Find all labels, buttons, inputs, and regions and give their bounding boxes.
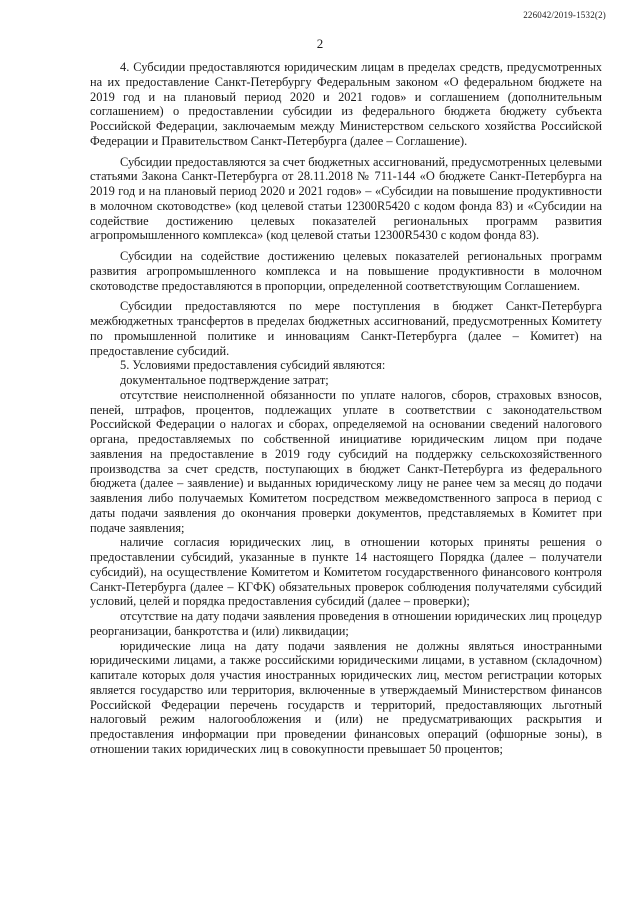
paragraph-item-4: 4. Субсидии предоставляются юридическим лицам в пределах средств, предусмотренных на их предоставление Санкт-Петербургу Федеральным законом «О федеральном бюджете на 2019 год и на плановый период 2020 и 2021 годов» и соглашением (дополнительным соглашением) о предоставлении субсидии из федерального бюджета бюджету субъекта Российской Федерации, заключаемым между Министерством сельского хозяйства Российской Федерации и Правительством Санкт-Петербурга (далее – Соглашение). — [90, 60, 602, 148]
page-number: 2 — [316, 36, 324, 51]
paragraph-condition-not-foreign: юридические лица на дату подачи заявления не должны являться иностранными юридическими лицами, а также российскими юридическими лицами, в уставном (складочном) капитале которых доля участия иностранных юридических лиц, местом регистрации которых является государство или территория, включенные в утверждаемый Министерством финансов Российской Федерации перечень государств и территорий, предоставляющих льготный налоговый режим налогообложения и (или) не предусматривающих раскрытия и предоставления информации при проведении финансовых операций (офшорные зоны), в отношении таких юридических лиц в совокупности превышает 50 процентов; — [90, 638, 602, 756]
paragraph-transfer-receipt: Субсидии предоставляются по мере поступления в бюджет Санкт-Петербурга межбюджетных трансфертов в пределах бюджетных ассигнований, предусмотренных Комитету по промышленной политике и инновациям Санкт-Петербурга (далее – Комитет) на предоставление субсидий. — [90, 299, 602, 358]
paragraph-subsidy-proportion: Субсидии на содействие достижению целевых показателей региональных программ развития агропромышленного комплекса и на повышение продуктивности в молочном скотоводстве предоставляются в пропорции, определенной соответствующим Соглашением. — [90, 249, 602, 293]
paragraph-condition-documents: документальное подтверждение затрат; — [120, 373, 329, 387]
paragraph-budget-allocations: Субсидии предоставляются за счет бюджетных ассигнований, предусмотренных целевыми статьями Закона Санкт-Петербурга от 28.11.2018 № 711-144 «О бюджете Санкт-Петербурга на 2019 год и на плановый период 2020 и 2021 годов» – «Субсидии на повышение продуктивности в молочном скотоводстве» (код целевой статьи 12300R5420 с кодом фонда 83) и «Субсидии на содействие достижению целевых показателей региональных программ развития агропромышленного комплекса» (код целевой статьи 12300R5430 с кодом фонда 83). — [90, 154, 602, 243]
document-registration-number: 226042/2019-1532(2) — [523, 10, 606, 20]
paragraph-item-5: 5. Условиями предоставления субсидий являются: — [120, 358, 386, 373]
paragraph-condition-no-tax-debt: отсутствие неисполненной обязанности по уплате налогов, сборов, страховых взносов, пеней, штрафов, процентов, подлежащих уплате в соответствии с законодательством Российской Федерации о налогах и сборах, определяемой на основании сведений налогового органа, предоставляемых по собственной инициативе юридическим лицом при подаче заявления на предоставление в 2019 году субсидий на поддержку сельскохозяйственного производства за счет средств, поступающих в бюджет Санкт-Петербурга из федерального бюджета (далее – заявление) и выданных юридическому лицу не ранее чем за месяц до подачи заявления либо получаемых Комитетом посредством межведомственного запроса в период с даты подачи заявления до окончания проверки документов, представляемых в Комитет при подаче заявления; — [90, 387, 602, 535]
document-body — [90, 60, 602, 757]
paragraph-condition-no-reorganization: отсутствие на дату подачи заявления проведения в отношении юридических лиц процедур реорганизации, банкротства и (или) ликвидации; — [90, 609, 602, 638]
paragraph-condition-consent-inspections: наличие согласия юридических лиц, в отношении которых приняты решения о предоставлении субсидий, указанные в пункте 14 настоящего Порядка (далее – получатели субсидий), на осуществление Комитетом и Комитетом государственного финансового контроля Санкт-Петербурга (далее – КГФК) обязательных проверок соблюдения получателями субсидий условий, целей и порядка предоставления субсидий (далее – проверки); — [90, 535, 602, 609]
